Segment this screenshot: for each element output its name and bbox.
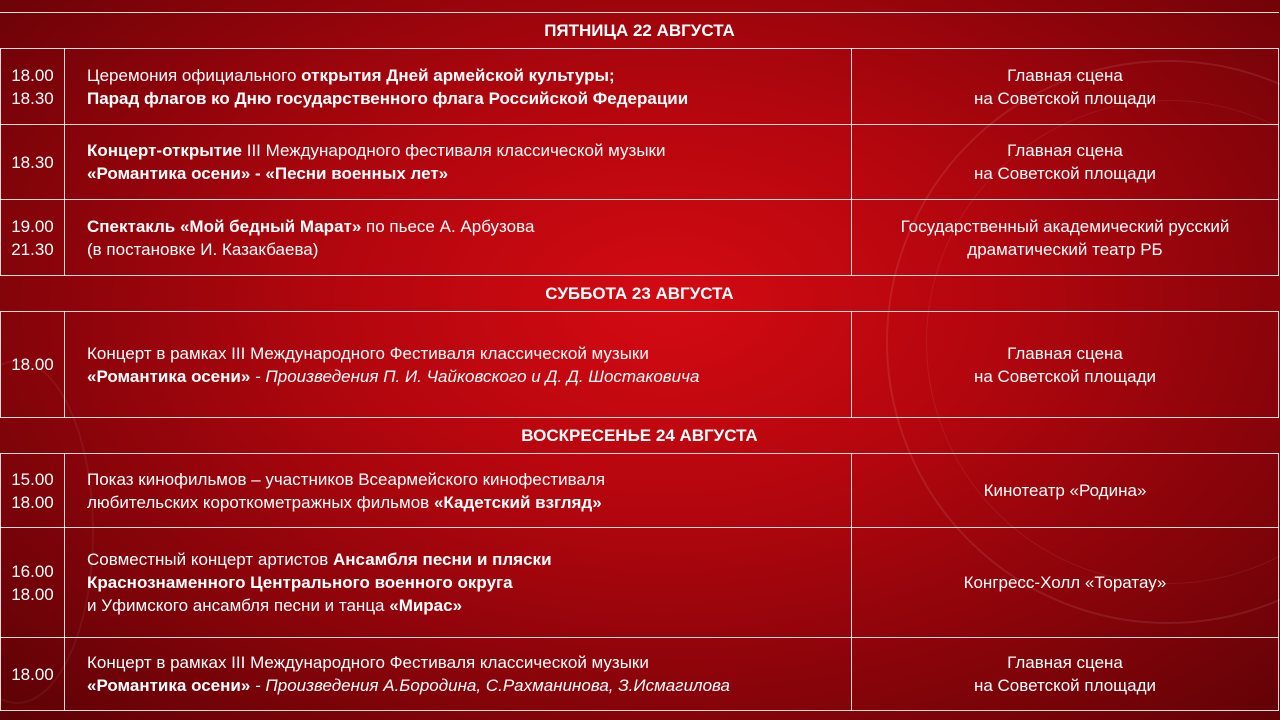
event-description	[65, 49, 852, 125]
time-value: 18.00	[11, 584, 54, 604]
event-row	[1, 528, 1279, 638]
venue-line: драматический театр РБ	[967, 239, 1163, 259]
event-venue	[852, 528, 1279, 638]
venue-line: Главная сцена	[1007, 141, 1123, 160]
description-line	[87, 238, 851, 261]
event-row	[1, 454, 1279, 528]
description-line	[87, 64, 851, 87]
venue-line: Главная сцена	[1007, 343, 1123, 363]
event-description	[65, 125, 852, 200]
event-row	[1, 49, 1279, 125]
event-time	[1, 49, 65, 125]
event-time	[1, 528, 65, 638]
time-value: 18.00	[11, 492, 54, 512]
event-time	[1, 200, 65, 276]
time-value: 21.30	[11, 239, 54, 259]
time-value: 18.00	[11, 65, 54, 85]
description-segment: Концерт в рамках III Международного Фестиваля классической музыки	[87, 653, 649, 672]
description-segment: Показ кинофильмов – участников Всеармейского кинофестиваля	[87, 469, 606, 489]
description-line	[87, 342, 851, 365]
description-segment: - Произведения П. И. Чайковского и Д. Д. Шостаковича	[250, 366, 700, 386]
description-line	[87, 491, 851, 514]
description-segment: открытия Дней армейской культуры;	[301, 65, 615, 85]
day-header-row	[1, 13, 1279, 49]
description-line	[87, 468, 851, 491]
event-time	[1, 125, 65, 200]
event-venue	[852, 454, 1279, 528]
venue-line: Главная сцена	[1007, 653, 1123, 672]
time-value: 18.30	[11, 152, 54, 172]
event-description	[65, 528, 852, 638]
description-segment: «Романтика осени» - «Песни военных лет»	[87, 164, 449, 183]
event-description	[65, 312, 852, 418]
description-segment: Концерт-открытие	[87, 141, 243, 160]
event-description	[65, 200, 852, 276]
day-header-row	[1, 276, 1279, 312]
description-segment: III Международного фестиваля классической музыки	[242, 141, 666, 160]
event-description	[65, 638, 852, 711]
schedule-body	[1, 13, 1279, 711]
description-line	[87, 139, 851, 162]
event-venue	[852, 312, 1279, 418]
description-line	[87, 594, 851, 617]
description-line	[87, 571, 851, 594]
venue-line: Кинотеатр «Родина»	[983, 481, 1147, 500]
event-venue	[852, 638, 1279, 711]
day-title: ВОСКРЕСЕНЬЕ 24 АВГУСТА	[1, 418, 1279, 454]
schedule-table	[0, 12, 1279, 711]
description-line	[87, 162, 851, 185]
description-line	[87, 651, 851, 674]
description-segment: «Кадетский взгляд»	[433, 492, 602, 512]
venue-line: на Советской площади	[973, 366, 1157, 386]
description-segment: Спектакль «Мой бедный Марат»	[87, 216, 362, 236]
event-venue	[852, 200, 1279, 276]
event-time	[1, 638, 65, 711]
description-segment: Концерт в рамках III Международного Фестиваля классической музыки	[87, 343, 649, 363]
description-segment: любительских короткометражных фильмов	[87, 492, 434, 512]
day-title: СУББОТА 23 АВГУСТА	[1, 276, 1279, 312]
description-line	[87, 548, 851, 571]
time-value: 16.00	[11, 561, 54, 581]
description-line	[87, 365, 851, 388]
event-row	[1, 312, 1279, 418]
description-segment: Парад флагов ко Дню государственного флага Российской Федерации	[87, 88, 689, 108]
venue-line: на Советской площади	[973, 676, 1157, 695]
venue-line: Конгресс-Холл «Торатау»	[963, 573, 1167, 592]
event-time	[1, 454, 65, 528]
description-segment: Ансамбля песни и пляски	[333, 550, 552, 569]
day-header-row	[1, 418, 1279, 454]
description-line	[87, 87, 851, 110]
event-venue	[852, 125, 1279, 200]
time-value: 18.00	[11, 355, 54, 374]
event-row	[1, 638, 1279, 711]
description-line	[87, 215, 851, 238]
event-row	[1, 200, 1279, 276]
description-segment: по пьесе А. Арбузова	[361, 216, 535, 236]
time-value: 19.00	[11, 216, 54, 236]
description-segment: «Романтика осени»	[87, 366, 251, 386]
description-segment: Совместный концерт артистов	[87, 550, 334, 569]
time-value: 18.00	[11, 664, 54, 684]
description-segment: Краснознаменного Центрального военного округа	[87, 573, 513, 592]
day-title: ПЯТНИЦА 22 АВГУСТА	[1, 13, 1279, 49]
event-description	[65, 454, 852, 528]
event-venue	[852, 49, 1279, 125]
description-segment: «Романтика осени»	[87, 676, 251, 695]
venue-line: на Советской площади	[973, 88, 1157, 108]
time-value: 18.30	[11, 88, 54, 108]
description-segment: - Произведения А.Бородина, С.Рахманинова, З.Исмагилова	[250, 676, 731, 695]
venue-line: Главная сцена	[1007, 65, 1123, 85]
description-segment: и Уфимского ансамбля песни и танца	[87, 596, 390, 615]
description-line	[87, 674, 851, 697]
description-segment: Церемония официального	[87, 65, 302, 85]
description-segment: «Мирас»	[389, 596, 463, 615]
event-row	[1, 125, 1279, 200]
venue-line: на Советской площади	[973, 164, 1157, 183]
time-value: 15.00	[11, 469, 54, 489]
event-time	[1, 312, 65, 418]
venue-line: Государственный академический русский	[900, 216, 1230, 236]
description-segment: (в постановке И. Казакбаева)	[87, 239, 319, 259]
